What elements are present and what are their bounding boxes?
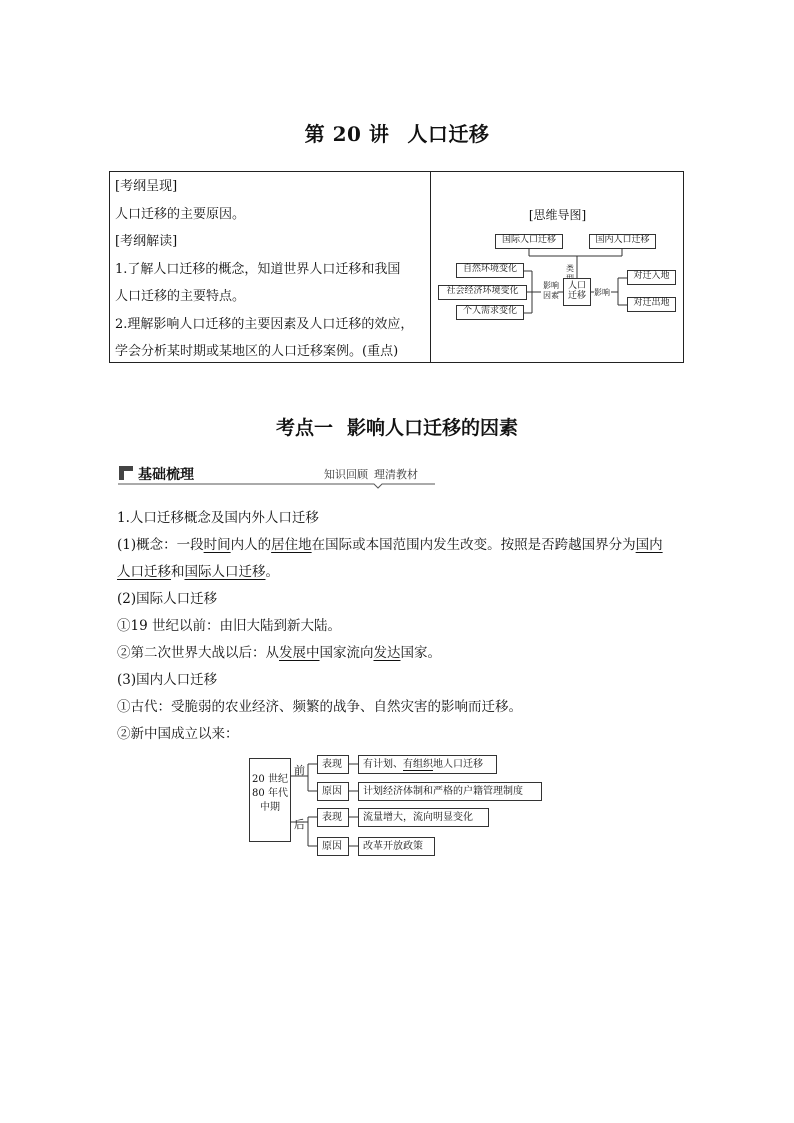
syllabus-line: 人口迁移的主要原因。: [115, 206, 246, 222]
flow-root-line2: 80 年代: [252, 788, 288, 799]
mindmap-natural-factor: 自然环境变化: [456, 263, 524, 278]
content-p9: ②新中国成立以来：: [117, 726, 239, 742]
content-p1: 1.人口迁移概念及国内外人口迁移: [117, 510, 319, 526]
content-blank-developing: 发展中: [279, 645, 320, 661]
flow-before-reason: 原因: [317, 782, 349, 801]
mindmap-domestic-migration: 国内人口迁移: [589, 234, 656, 249]
flow-before-show: 表现: [317, 755, 349, 774]
flow-after-reason-text: 改革开放政策: [358, 837, 435, 856]
base-review-label: 基础梳理: [138, 467, 194, 483]
flow-before-show-pre: 有计划、: [363, 759, 403, 770]
mindmap-impact-label: 影响: [594, 288, 610, 297]
content-blank-residence: 居住地: [271, 537, 312, 553]
flow-root-line1: 20 世纪: [252, 774, 288, 785]
interpretation-item-2b: 学会分析某时期或某地区的人口迁移案例。(重点): [115, 344, 399, 359]
flow-before-label: 前: [294, 764, 305, 777]
interpretation-heading: [考纲解读]: [115, 234, 178, 249]
mindmap-center: 人口迁移: [563, 278, 591, 306]
content-blank-domestic: 国内: [635, 537, 663, 553]
flow-before-reason-text: 计划经济体制和严格的户籍管理制度: [358, 782, 542, 801]
base-review-sub1: 知识回顾: [324, 468, 368, 481]
lecture-number: 第 20 讲: [304, 122, 390, 146]
mindmap-factor-label: 影响因素: [543, 281, 559, 300]
mindmap-social-factor: 社会经济环境变化: [438, 285, 527, 300]
content-p2-mid2: 在国际或本国范围内发生改变。按照是否跨越国界分为: [311, 537, 636, 553]
interpretation-item-2a: 2.理解影响人口迁移的主要因素及人口迁移的效应，: [115, 316, 414, 332]
flow-after-show-text: 流量增大，流向明显变化: [358, 808, 489, 827]
mindmap-personal-factor: 个人需求变化: [456, 305, 524, 320]
content-p8: ①古代：受脆弱的农业经济、频繁的战争、自然灾害的影响而迁移。: [117, 699, 522, 715]
content-blank-migration: 人口迁移: [117, 564, 171, 580]
content-p6-pre: ②第二次世界大战以后：从: [117, 645, 279, 661]
syllabus-heading: [考纲呈现]: [115, 179, 178, 194]
mindmap-intl-migration: 国际人口迁移: [495, 234, 563, 249]
flow-after-reason: 原因: [317, 837, 349, 856]
content-blank-intl-migration: 国际人口迁移: [184, 564, 266, 580]
content-p3-end: 。: [265, 564, 279, 580]
flow-before-show-post: 地人口迁移: [433, 759, 483, 770]
content-p7: (3)国内人口迁移: [117, 672, 218, 688]
base-review-sub2: 理清教材: [374, 468, 418, 481]
section-topic: 影响人口迁移的因素: [347, 417, 519, 439]
interpretation-item-1a: 1.了解人口迁移的概念，知道世界人口迁移和我国: [115, 261, 401, 277]
mindmap-out-area: 对迁出地: [627, 297, 676, 312]
content-p6-mid: 国家流向: [319, 645, 374, 661]
flow-after-show: 表现: [317, 808, 349, 827]
content-p4: (2)国际人口迁移: [117, 591, 218, 607]
content-p3-mid: 和: [171, 564, 185, 580]
flow-blank-organized: 有组织: [403, 759, 433, 770]
content-blank-time: 时间: [203, 537, 231, 553]
flow-root: [249, 758, 291, 842]
content-p5: ①19 世纪以前：由旧大陆到新大陆。: [117, 618, 341, 634]
content-blank-developed: 发达: [373, 645, 401, 661]
content-p2-pre: (1)概念：一段: [117, 537, 204, 553]
section-number: 考点一: [275, 417, 333, 439]
content-p2-mid1: 内人的: [230, 537, 272, 553]
mindmap-type-label: 类: [566, 264, 574, 273]
content-p6-end: 国家。: [400, 645, 441, 661]
flow-before-show-text: [358, 755, 497, 774]
flow-after-label: 后: [294, 818, 305, 831]
lecture-topic: 人口迁移: [407, 122, 490, 146]
mindmap-title: [思维导图]: [528, 208, 587, 222]
flow-root-line3: 中期: [260, 802, 280, 813]
interpretation-item-1b: 人口迁移的主要特点。: [115, 289, 246, 304]
mindmap-in-area: 对迁入地: [627, 270, 676, 285]
